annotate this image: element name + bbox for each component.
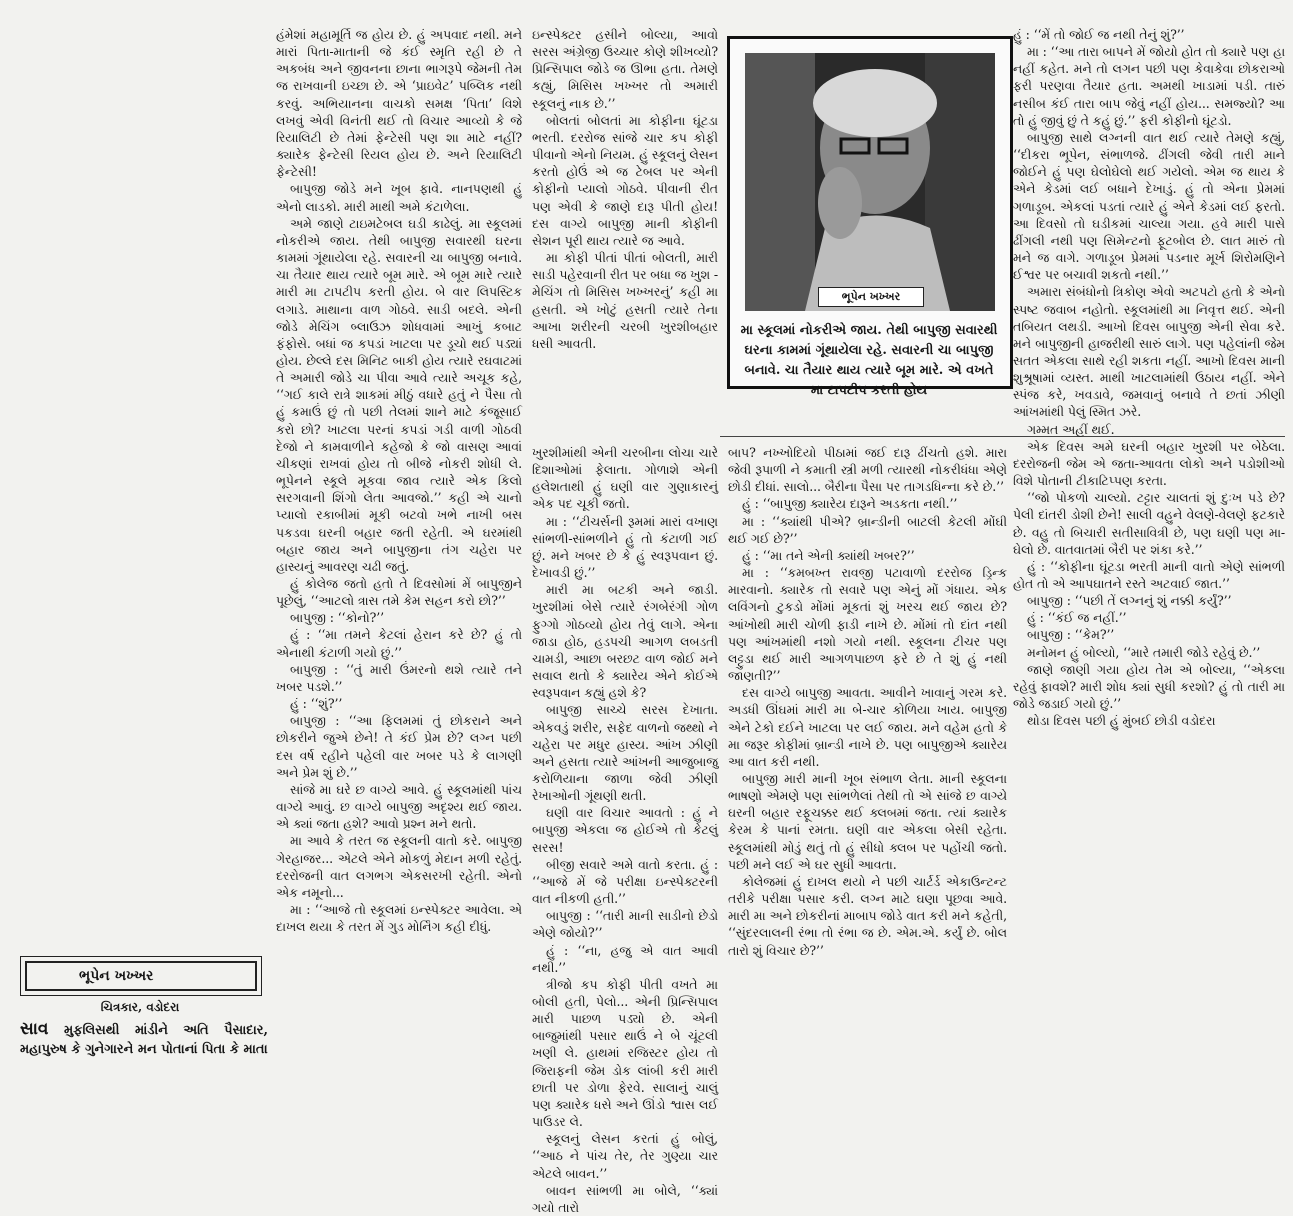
paragraph: બાપ? નખ્ખોદિયો પીઠામાં જઈ દારૂ ઢીંચતો હશે. મારા જેવી રૂપાળી ને કમાતી સ્ત્રી મળી ત્યારથી નોકરીધંધા એણે છોડી દીધાં. સાલો... બૈરીના પૈસા પર તાગડધિન્ના કરે છે.’’ xyxy=(728,445,1007,495)
paragraph: મનોમન હું બોલ્યો, ‘‘મારે તમારી જોડે રહેવું છે.’’ xyxy=(1027,644,1261,660)
paragraph: સ્કૂલનું લેસન કરતાં હું બોલું, ‘‘આઠ ને પાંચ તેર, તેર ગુણ્યા ચાર એટલે બાવન.’’ xyxy=(532,1131,718,1181)
paragraph: બાપુજી : ‘‘તું મારી ઉંમરનો થશે ત્યારે તને ખબર પડશે.’’ xyxy=(276,661,522,694)
paragraph: બાપુજી : ‘‘આ ફિલમમાં તું છોકરાને અને છોકરીને જુએ છેને! તે કંઈ પ્રેમ છે? લગ્ન પછી દસ વર્ષ રહીને પહેલી વાર ખબર પડે કે લાગણી અને પ્રેમ શું છે.’’ xyxy=(276,713,522,780)
paragraph: બાવન સાંભળી મા બોલે, ‘‘ક્યાં ગયો તારો xyxy=(532,1182,718,1215)
paragraph: કોલેજમાં હું દાખલ થયો ને પછી ચાર્ટર્ડ એકાઉન્ટન્ટ તરીકે પરીક્ષા પસાર કરી. લગ્ન માટે ઘણા પૂછવા આવે. મારી મા અને છોકરીનાં માબાપ જોડે વાત કરી મને કહેતી, ‘‘સુંદરલાલની રંભા તો રંભા જ છે. એમ.એ. કર્યું છે. બોલ તારો શું વિચાર છે?’’ xyxy=(728,873,1007,958)
byline-box xyxy=(20,956,262,996)
paragraph: સાંજે મા ઘરે છ વાગ્યે આવે. હું સ્કૂલમાંથી પાંચ વાગ્યે આવું. છ વાગ્યે બાપુજી અદૃશ્ય થઈ જાય. એ ક્યાં જતા હશે? આવો પ્રશ્ન મને થતો. xyxy=(276,781,522,832)
paragraph: બાપુજી મારી માની ખૂબ સંભાળ લેતા. માની સ્કૂલના ભાષણો એમણે પણ સાંભળેલાં તેથી તો એ સાંજે છ વાગ્યે ઘરની બહાર રફૂચક્કર થઈ ક્લબમાં જતા. ત્યાં ક્યારેક કેરમ કે પાનાં રમતા. ઘણી વાર એકલા બેસી રહેતા. સ્કૂલમાંથી મોડું થતું તો હું સીધો ક્લબ પર પહોંચી જતો. પછી મને લઈ એ ઘર સુધી આવતા. xyxy=(728,770,1007,872)
paragraph: બાપુજી : ‘‘પછી તેં લગ્નનું શું નક્કી કર્યું?’’ xyxy=(1027,593,1232,609)
intro-paragraph xyxy=(20,1020,268,1059)
paragraph: દસ વાગ્યે બાપુજી આવતા. આવીને ખાવાનું ગરમ કરે. અડધી ઊંઘમાં મારી મા બે-ચાર કોળિયા ખાય. બાપુજી એને ટેકો દઈને ખાટલા પર લઈ જાય. મને વહેમ હતો કે મા જરૂર કોફીમાં બ્રાન્ડી નાખે છે. પણ બાપુજીએ ક્યારેય આ વાત કરી નથી. xyxy=(728,685,1007,769)
paragraph: ‘‘જો પોકળો ચાલ્યો. ટટ્ટાર ચાલતાં શું દુઃખ પડે છે? પેલી દાંતરી ડોશી છેને! સાલી વહુને વેલણે-વેલણે ફટકારે છે. વહુ તો બિચારી સતીસાવિત્રી છે, પણ ઘણી પણ મા-ઘેલો છે. વાતવાતમાં બૈરી પર શંકા કરે.’’ xyxy=(1013,490,1285,557)
paragraph: મા : ‘‘ટીચર્સની રૂમમાં મારાં વખાણ સાંભળી-સાંભળીને હું તો કંટાળી ગઈ છું. મને ખબર છે કે હું સ્વરૂપવાન છું. દેખાવડી છું.’’ xyxy=(532,513,718,581)
paragraph: હું : ‘‘મા તને એની ક્યાંથી ખબર?’’ xyxy=(742,547,915,563)
paragraph: મા કોફી પીતાં પીતાં બોલતી, મારી સાડી પહેરવાની રીત પર બધા જ ખુશ - મેચિંગ તો મિસિસ ખખ્ખરનું’ કહી મા હસતી. એ ખોટું હસતી ત્યારે તેના આખા શરીરની ચરબી ખુરશીબહાર ધસી આવતી. xyxy=(532,250,718,351)
paragraph: હું : ‘‘ના, હજુ એ વાત આવી નથી.’’ xyxy=(532,942,718,975)
paragraph: એક દિવસ અમે ઘરની બહાર ખુરશી પર બેઠેલા. દરરોજની જેમ એ જતા-આવતા લોકો અને પડોશીઓ વિશે પોતાની ટીકાટિપ્પણ કરતા. xyxy=(1013,438,1285,489)
paragraph: હું : ‘‘મેં તો જોઈ જ નથી તેનું શું?’’ xyxy=(1013,27,1185,42)
paragraph: હંમેશાં મહામૂર્તિ જ હોય છે. હું અપવાદ નથી. મને મારાં પિતા-માતાની જે કંઈ સ્મૃતિ રહી છે તે અકબંધ અને જીવનના છાના ભાગરૂપે જેમની તેમ જ રાખવાની ઇચ્છા છે. એ ‘પ્રાઇવેટ’ પબ્લિક નથી કરવું. અભિયાનના વાચકો સમક્ષ ‘પિતા’ વિશે લખવું એવી વિનંતી થઈ તો વિચાર આવ્યો કે જે રિયાલિટી છે તેમાં ફેન્ટેસી પણ શા માટે નહીં? ક્યારેક ફેન્ટેસી રિયલ હોય છે. અને રિયાલિટી ફેન્ટેસી! xyxy=(276,27,522,180)
paragraph: બાપુજી સાચ્ચે સરસ દેખાતા. એકવડું શરીર, સફેદ વાળનો જથ્થો ને ચહેરા પર મધુર હાસ્ય. આંખ ઝીણી અને હસતા ત્યારે આંખની આજુબાજુ કરોળિયાના જાળા જેવી ઝીણી રેખાઓની ગૂંથણી થતી. xyxy=(532,702,718,804)
paragraph: હું : ‘‘કંઈ જ નહીં.’’ xyxy=(1027,610,1127,626)
paragraph: બાપુજી : ‘‘કેમ?’’ xyxy=(1027,627,1115,643)
column-1 xyxy=(276,26,522,976)
author-portrait-photo xyxy=(745,53,995,311)
paragraph: મા : ‘‘આજે તો સ્કૂલમાં ઇન્સ્પેક્ટર આવેલા. એ દાખલ થયા કે તરત મેં ગુડ મોર્નિંગ કહી દીધું. xyxy=(276,901,522,935)
paragraph: બાપુજી જોડે મને ખૂબ ફાવે. નાનપણથી હું એનો લાડકો. મારી માથી અમે કંટાળેલા. xyxy=(276,181,522,214)
paragraph: હું : ‘‘શું?’’ xyxy=(290,696,343,712)
paragraph: બાપુજી : ‘‘કોનો?’’ xyxy=(290,610,384,626)
photo-box xyxy=(727,36,1013,398)
paragraph: મા : ‘‘ક્યાંથી પીએ? બ્રાન્ડીની બાટલી કેટલી મોંઘી થઈ ગઈ છે?’’ xyxy=(728,513,1007,546)
paragraph: ખુરશીમાંથી એની ચરબીના લોચા ચારે દિશાઓમાં ફેલાતા. ગોળાશે એની હલેશતાથી હું ઘણી વાર ગુણાકારનું એક પદ ચૂકી જતો. xyxy=(532,445,718,512)
paragraph: મારી મા બટકી અને જાડી. ખુરશીમાં બેસે ત્યારે રંગબેરંગી ગોળ ફુગ્ગો ગોઠવ્યો હોય તેવું લાગે. એના જાડા હોઠ, હડપચી આગળ લબડતી ચામડી, આછા બરછટ વાળ જોઈ મને સવાલ થતો કે ક્યારેય એને કોઈએ સ્વરૂપવાન કહ્યું હશે કે? xyxy=(532,582,718,701)
paragraph: બાપુજી : ‘‘તારી માની સાડીનો છેડો એણે જોયો?’’ xyxy=(532,908,718,941)
paragraph: અમે જાણે ટાઇમટેબલ ઘડી કાઢેલું. મા સ્કૂલમાં નોકરીએ જાય. તેથી બાપુજી સવારથી ઘરના કામમાં ગૂંથાયેલા રહે. સવારની ચા બાપુજી બનાવે. ચા તૈયાર થાય ત્યારે બૂમ મારે. એ બૂમ મારે ત્યારે મારી મા ટાપટીપ કરતી હોય. બે વાર લિપસ્ટિક લગાડે. માથાના વાળ ગોઠવે. સાડી બદલે. એની જોડે મેચિંગ બ્લાઉઝ શોધવામાં આખું કબાટ ફંફોસે. બધાં જ કપડાં ખાટલા પર ડૂચો થઈ પડ્યાં હોય. છેલ્લે દસ મિનિટ બાકી હોય ત્યારે રઘવાટમાં તે અમારી જોડે ચા પીવા આવે ત્યારે અચૂક કહે, ‘‘ગઈ કાલે રાત્રે શાકમાં મીઠું વધારે હતું ને પૈસા તો હું કમાઉં છું તો પછી તેલમાં શાને માટે કંજૂસાઈ કરો છો? ખાટલા પરનાં કપડાં ગડી વાળી ગોઠવી દેજો ને કામવાળીને કહેજો કે જો વાસણ આવાં ચીકણાં રાખવાં હોય તો બીજે નોકરી શોધી લે. ભૂપેનને સ્કૂલે મૂકવા જાવ ત્યારે એક કિલો સરગવાની શિંગો લેતા આવજો.’’ કહી એ ચાનો પ્યાલો રકાબીમાં મૂકી બટવો ખભે નાખી બસ પકડવા ઘરની બહાર જતી રહેતી. એ ઘરમાંથી બહાર જાય અને બાપુજીના તંગ ચહેરા પર હાસ્યનું આવરણ ચઢી જતું. xyxy=(276,215,522,574)
paragraph: ઘણી વાર વિચાર આવતો : હું ને બાપુજી એકલા જ હોઈએ તો કેટલું સરસ! xyxy=(532,805,718,855)
paragraph: ત્રીજો કપ કોફી પીતી વખતે મા બોલી હતી, પેલો... એની પ્રિન્સિપાલ મારી પાછળ પડ્યો છે. એની બાજુમાંથી પસાર થાઉં ને બે ચૂંટલી ખણી લે. હાથમાં રજિસ્ટર હોય તો જિરાફની જેમ ડોક લાંબી કરી મારી છાતી પર ડોળા ફેરવે. સાલાનું ચાલું પણ ક્યારેક ધસે અને ઊંડો શ્વાસ લઈ પાઉડર લે. xyxy=(532,976,718,1130)
author-role: ચિત્રકાર, વડોદરા xyxy=(100,1000,180,1014)
paragraph: થોડા દિવસ પછી હું મુંબઈ છોડી વડોદરા xyxy=(1027,713,1216,729)
paragraph: હું કોલેજ જતો હતો તે દિવસોમાં મેં બાપુજીને પૂછેલું, ‘‘આટલો ત્રાસ તમે કેમ સહન કરો છો?’’ xyxy=(276,576,522,609)
photo-caption: ભૂપેન ખખ્ખર xyxy=(818,287,924,307)
paragraph: ગમ્મત અહીં થઈ. xyxy=(1027,421,1115,437)
intro-text: મુફલિસથી માંડીને અતિ પૈસાદાર, મહાપુરુષ કે ગુનેગારને મન પોતાનાં પિતા કે માતા xyxy=(20,1023,268,1057)
column-2-bottom xyxy=(532,444,718,1215)
paragraph: ઇન્સ્પેક્ટર હસીને બોલ્યા, આવો સરસ અંગ્રેજી ઉચ્ચાર કોણે શીખવ્યો? પ્રિન્સિપાલ જોડે જ ઊભા હતા. તેમણે કહ્યું, મિસિસ ખખ્ખર તો અમારી સ્કૂલનું નાક છે.’’ xyxy=(532,27,718,111)
paragraph: મા આવે કે તરત જ સ્કૂલની વાતો કરે. બાપુજી ગેરહાજર... એટલે એને મોકળું મેદાન મળી રહેતું. દરરોજની વાત લગભગ એકસરખી રહેતી. એનો એક નમૂનો... xyxy=(276,833,522,900)
paragraph: હું : ‘‘બાપુજી ક્યારેય દારૂને અડકતા નથી.’’ xyxy=(742,496,958,512)
paragraph: હું : ‘‘મા તમને કેટલાં હેરાન કરે છે? હું તો એનાથી કંટાળી ગયો છું.’’ xyxy=(276,627,522,660)
paragraph: હું : ‘‘કોફીના ઘૂંટડા ભરતી માની વાતો એણે સાંભળી હોત તો એ આપઘાતને રસ્તે અટવાઈ જાત.’’ xyxy=(1013,558,1285,591)
paragraph: મા : ‘‘કમબખ્ત રાવજી પટાવાળો દરરોજ ડ્રિન્ક મારવાનો. ક્યારેક તો સવારે પણ એનું મોં ગંધાય. એક લવિંગનો ટુકડો મોંમાં મૂકતાં શું ખરચ થઈ જાય છે? આંખોથી મારી ચોળી ફાડી નાખે છે. મોંમાં તો દાંત નથી પણ આંખમાંથી નશો ગયો નથી. સ્કૂલના ટીચર પણ લટ્ટુડા થઈ મારી આગળપાછળ ફરે છે તે શું હું નથી જાણતી?’’ xyxy=(728,565,1007,684)
paragraph: અમારા સંબંધોનો ત્રિકોણ એવો અટપટો હતો કે એનો સ્પષ્ટ જવાબ નહોતો. સ્કૂલમાંથી મા નિવૃત્ત થઈ. એની તબિયત લથડી. આખો દિવસ બાપુજી એની સેવા કરે. મને બાપુજીની હાજરીથી સારું લાગે. પણ પહેલાંની જેમ સતત એકલા સાથે રહી શકતા નહીં. આખો દિવસ માની શુશ્રૂષામાં વ્યસ્ત. માથી ખાટલામાંથી ઉઠાય નહીં. એને સ્પંજ કરે, ખવડાવે, જમવાનું બનાવે તે છતાં ઝીણી આંખમાંથી પેલું સ્મિત ઝરે. xyxy=(1013,284,1285,420)
paragraph: બોલતાં બોલતાં મા કોફીના ઘૂંટડા ભરતી. દરરોજ સાંજે ચાર કપ કોફી પીવાનો એનો નિયમ. હું સ્કૂલનું લેસન કરતો હોઉં એ જ ટેબલ પર એની કોફીનો પ્યાલો ગોઠવે. પીવાની રીત પણ એવી કે જાણે દારૂ પીતી હોય! દસ વાગ્યે બાપુજી માની કોફીની સેશન પૂરી થાય ત્યારે જ આવે. xyxy=(532,112,718,248)
column-2-top xyxy=(532,26,718,441)
paragraph: જાણે જાણી ગયા હોય તેમ એ બોલ્યા, ‘‘એકલા રહેવું ફાવશે? મારી શોધ ક્યાં સુધી કરશો? હું તો તારી મા જોડે જડાઈ ગયો છું.’’ xyxy=(1013,661,1285,712)
pull-quote: મા સ્કૂલમાં નોકરીએ જાય. તેથી બાપુજી સવારથી ઘરના કામમાં ગૂંથાયેલા રહે. સવારની ચા બાપુજી બનાવે. ચા તૈયાર થાય ત્યારે બૂમ મારે. એ વખતે મા ટાપટીપ કરતી હોય xyxy=(740,323,998,398)
paragraph: મા : ‘‘આ તારા બાપને મેં જોયો હોત તો ક્યારે પણ હા નહીં કહેત. મને તો લગન પછી પણ કેવાકેવા છોકરાઓ ફરી પરણવા તૈયાર હતા. અમથી ખાડામાં પડી. તારું નસીબ કંઈ તારા બાપ જેવું નહીં હોય... સમજ્યો? આ તો હું જીવું છું તે કહું છું.’’ ફરી કોફીનો ઘૂંટડો. xyxy=(1013,44,1286,128)
paragraph: બીજી સવારે અમે વાતો કરતા. હું : ‘‘આજે મેં જે પરીક્ષા ઇન્સ્પેક્ટરની વાત નીકળી હતી.’’ xyxy=(532,856,718,907)
column-3 xyxy=(728,444,1007,1076)
paragraph: બાપુજી સાથે લગ્નની વાત થઈ ત્યારે તેમણે કહ્યું, ‘‘દીકરા ભૂપેન, સંભાળજે. ઢીંગલી જેવી તારી માને જોઈને હું પણ ઘેલોઘેલો થઈ ગયેલો. એમ જ થાય કે એને કેડમાં લઈ બધાને દેખાડું. હું તો એના પ્રેમમાં ગળાડૂબ. એકલાં પડતાં ત્યારે હું એને કેડમાં લઈ ફરતો. આ દિવસો તો ઘડીકમાં ચાલ્યા ગયા. હવે મારી પાસે ઢીંગલી નથી પણ સિમેન્ટનો ફૂટબોલ છે. લાત મારું તો મને જ વાગે. ગળાડૂબ પ્રેમમાં પડનાર મૂર્ખ શિરોમણિને ઈશ્વર પર બચાવી શકતો નથી.’’ xyxy=(1013,129,1285,283)
column-4 xyxy=(1013,26,1285,1076)
intro-dropword: સાવ xyxy=(20,1019,49,1039)
author-name: ભૂપેન ખખ્ખર xyxy=(25,961,257,991)
